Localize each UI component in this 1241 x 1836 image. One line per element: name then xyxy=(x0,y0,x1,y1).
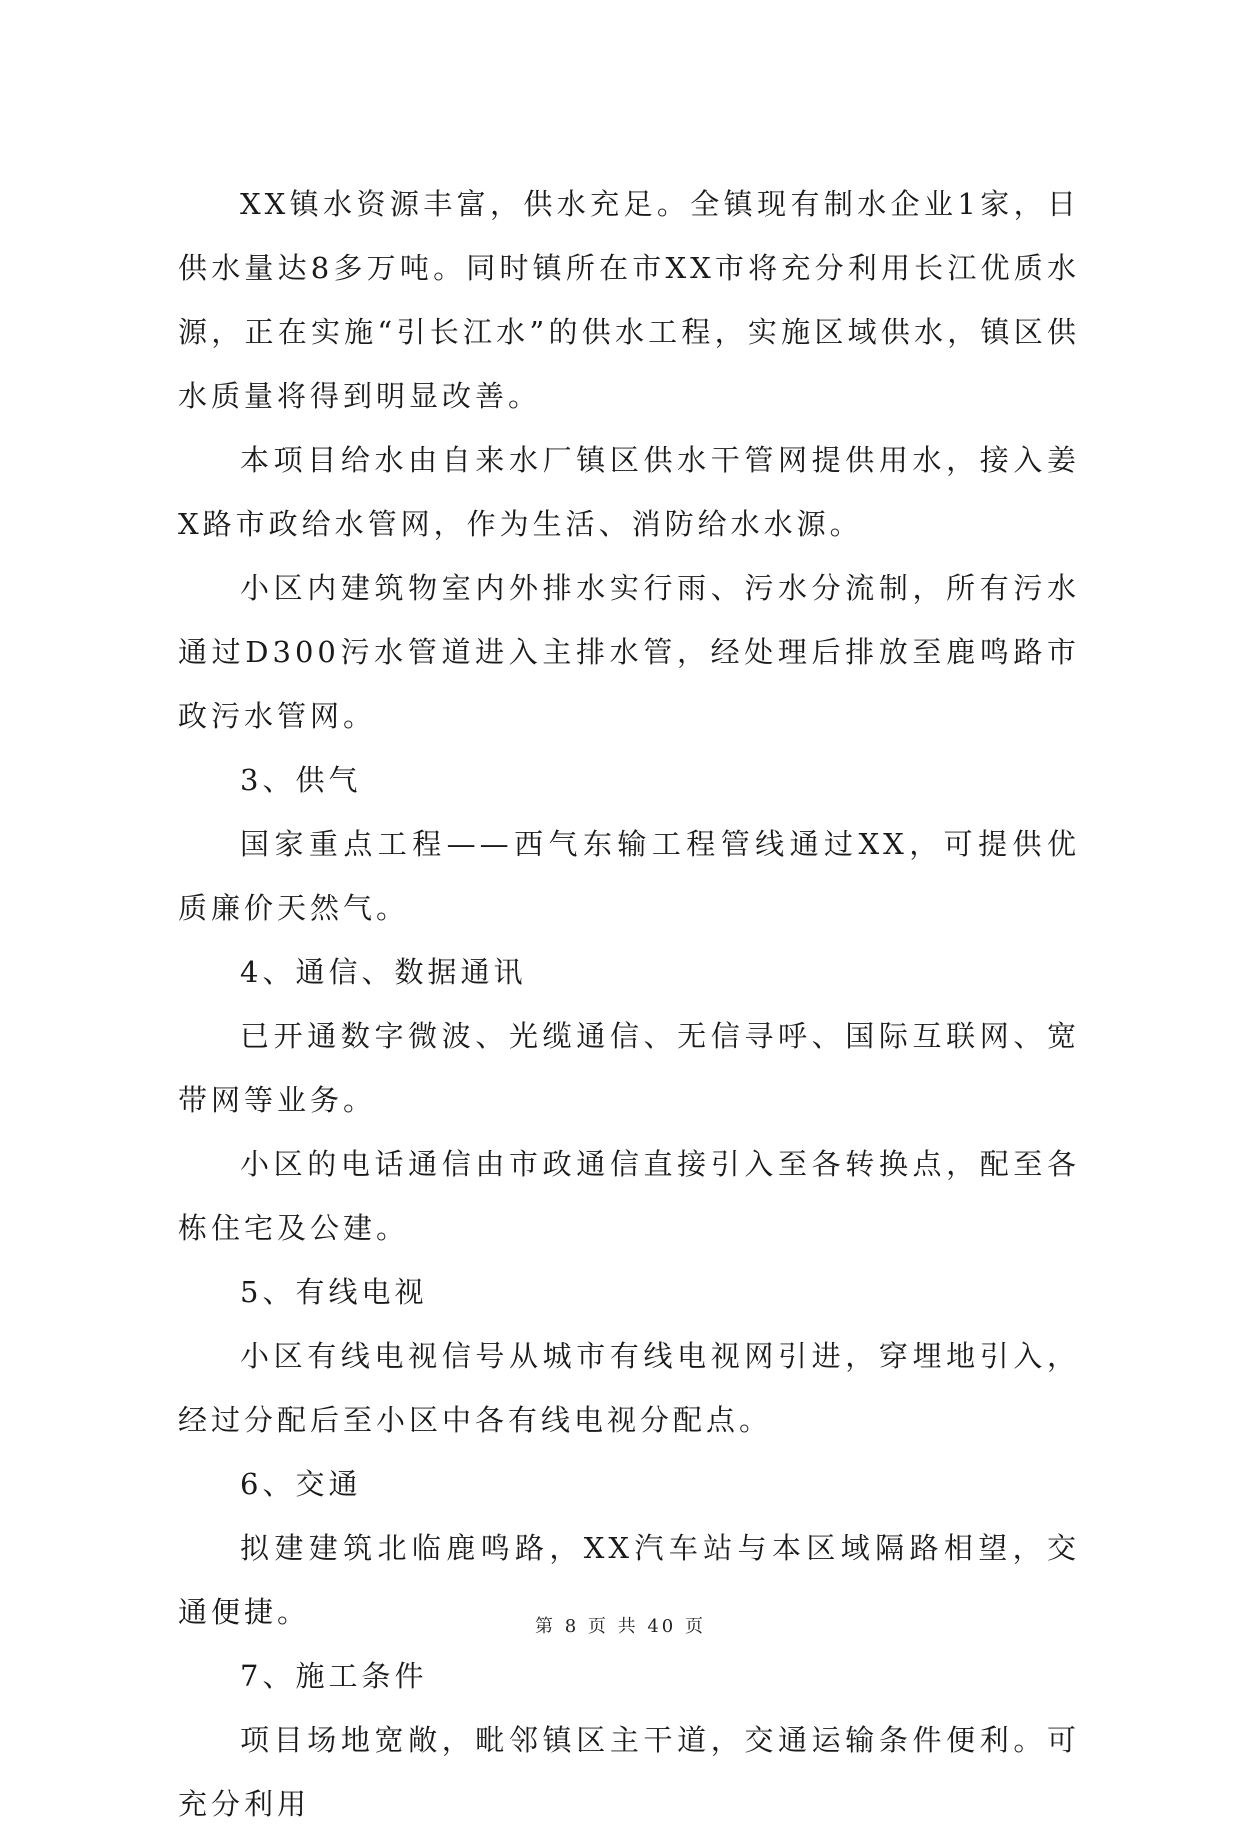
paragraph-construction: 项目场地宽敞，毗邻镇区主干道，交通运输条件便利。可充分利用 xyxy=(178,1723,1080,1821)
section-heading-gas: 3、供气 xyxy=(240,763,362,797)
document-body xyxy=(178,172,1080,1836)
section-heading-construction: 7、施工条件 xyxy=(240,1659,428,1693)
section-heading-cable-tv: 5、有线电视 xyxy=(240,1275,428,1309)
paragraph-drainage: 小区内建筑物室内外排水实行雨、污水分流制，所有污水通过D300污水管道进入主排水管，经处理后排放至鹿鸣路市政污水管网。 xyxy=(178,571,1080,733)
paragraph-communication-services: 已开通数字微波、光缆通信、无信寻呼、国际互联网、宽带网等业务。 xyxy=(178,1019,1080,1117)
paragraph-gas: 国家重点工程——西气东输工程管线通过XX，可提供优质廉价天然气。 xyxy=(178,827,1080,925)
section-heading-traffic: 6、交通 xyxy=(240,1467,362,1501)
paragraph-cable-tv: 小区有线电视信号从城市有线电视网引进，穿埋地引入，经过分配后至小区中各有线电视分配点。 xyxy=(178,1339,1080,1437)
page-number-footer: 第 8 页 共 40 页 xyxy=(535,1616,706,1637)
paragraph-water-resources: XX镇水资源丰富，供水充足。全镇现有制水企业1家，日供水量达8多万吨。同时镇所在市XX市将充分利用长江优质水源，正在实施“引长江水”的供水工程，实施区域供水，镇区供水质量将得到明显改善。 xyxy=(178,187,1080,413)
section-heading-communication: 4、通信、数据通讯 xyxy=(240,955,527,989)
paragraph-telephone: 小区的电话通信由市政通信直接引入至各转换点，配至各栋住宅及公建。 xyxy=(178,1147,1080,1245)
paragraph-traffic: 拟建建筑北临鹿鸣路，XX汽车站与本区域隔路相望，交通便捷。 xyxy=(178,1531,1080,1629)
paragraph-water-supply: 本项目给水由自来水厂镇区供水干管网提供用水，接入姜X路市政给水管网，作为生活、消防给水水源。 xyxy=(178,443,1080,541)
